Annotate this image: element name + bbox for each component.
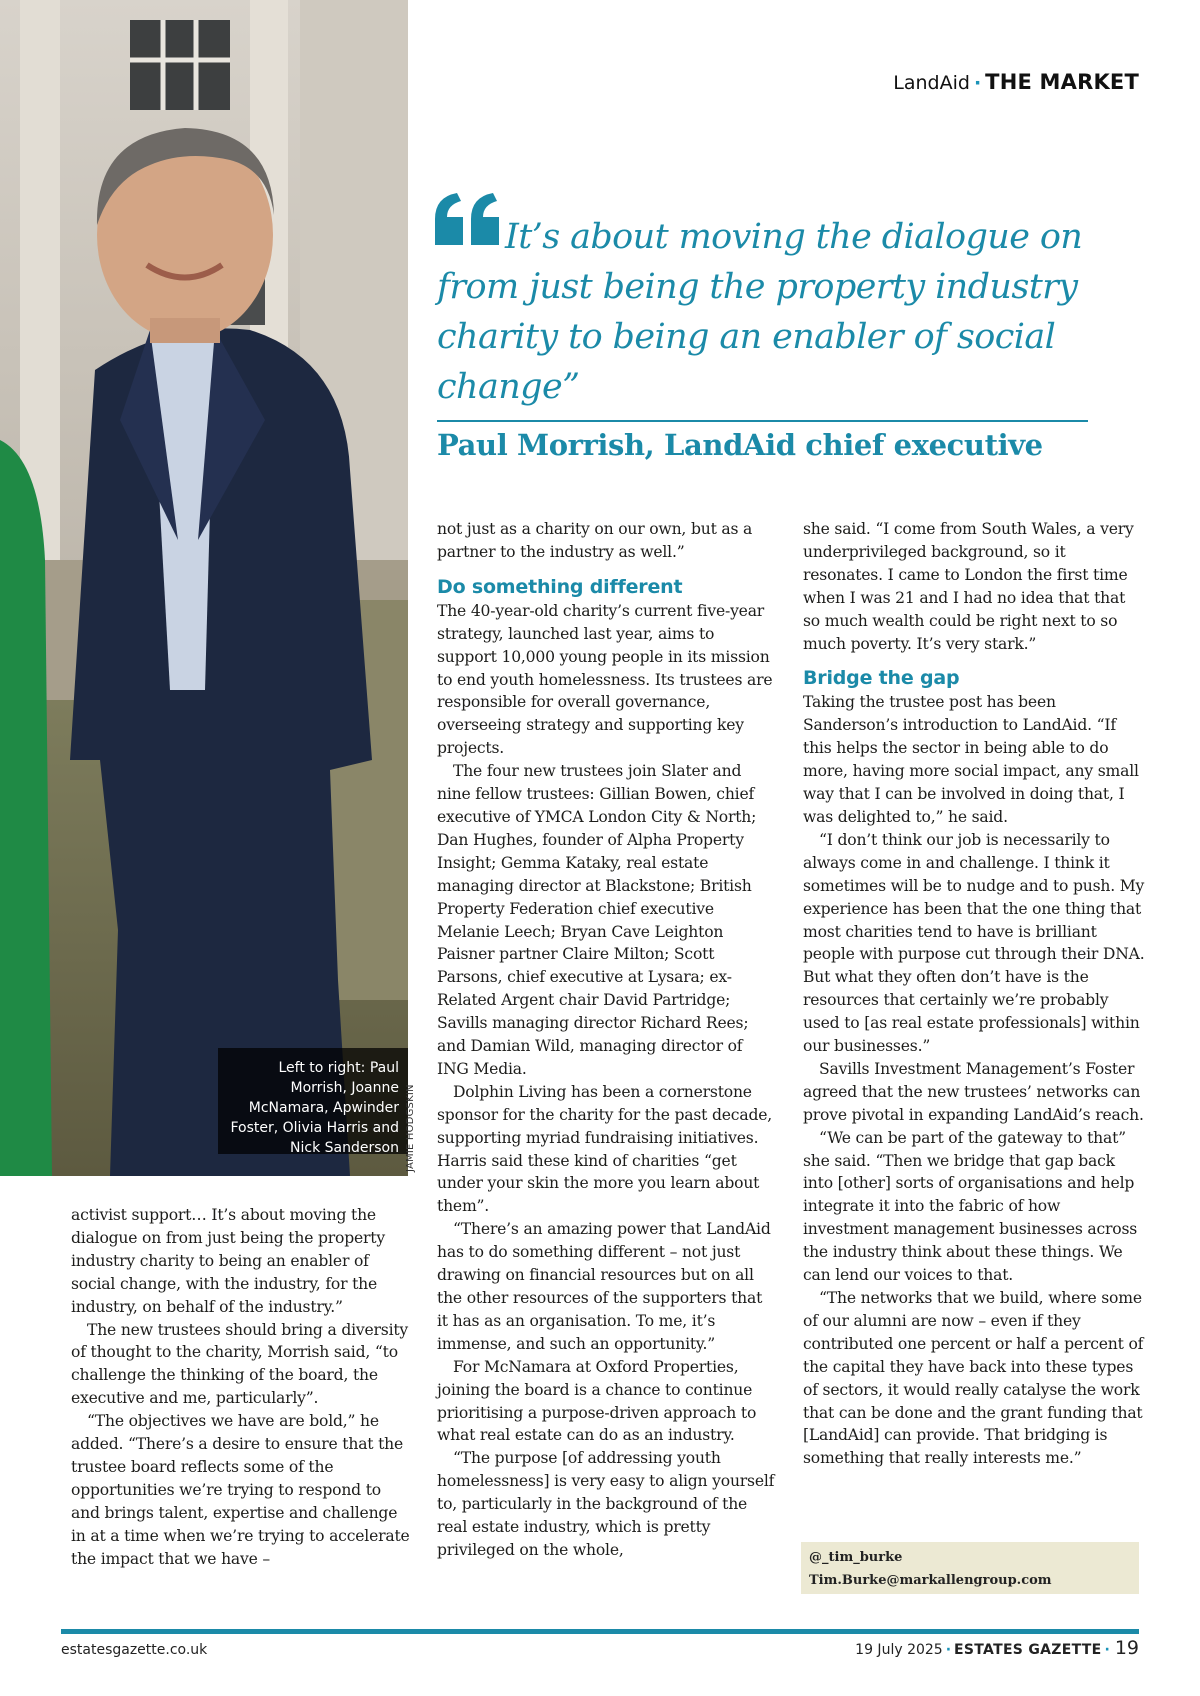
body-column-1 bbox=[71, 1204, 411, 1571]
paragraph: Dolphin Living has been a cornerstone sponsor for the charity for the past decade, supporting myriad fundraising initiatives. Harris said these kind of charities “get under your skin the more you learn about them”. bbox=[437, 1082, 773, 1216]
subheading: Do something different bbox=[437, 575, 683, 598]
issue-date: 19 July 2025 bbox=[855, 1642, 943, 1658]
paragraph: “I don’t think our job is necessarily to always come in and challenge. I think it sometimes will be to nudge and to push. My experience has been that the one thing that most charities tend to have is brilliant people with purpose cut through their DNA. But what they often don’t have is the resources that certainly we’re probably used to [as real estate professionals] within our businesses.” bbox=[803, 830, 1145, 1056]
paragraph: The new trustees should bring a diversity of thought to the charity, Morrish said, “to challenge the thinking of the board, the executive and me, particularly”. bbox=[71, 1320, 409, 1408]
paragraph: “The networks that we build, where some of our alumni are now – even if they contributed one percent or half a percent of the capital they have back into these types of sectors, it would really catalyse the work that can be done and the grant funding that [LandAid] can provide. That bridging is something that really interests me.” bbox=[803, 1289, 1144, 1468]
photo-caption: Left to right: Paul Morrish, Joanne McNamara, Apwinder Foster, Olivia Harris and Nick Sanderson bbox=[230, 1060, 399, 1156]
photo-caption-box bbox=[218, 1048, 408, 1154]
body-column-2 bbox=[437, 518, 777, 1562]
feature-photo bbox=[0, 0, 408, 1176]
paragraph: Savills Investment Management’s Foster agreed that the new trustees’ networks can prove pivotal in expanding LandAid’s reach. bbox=[803, 1059, 1144, 1124]
quote-divider bbox=[437, 420, 1088, 422]
paragraph: The 40-year-old charity’s current five-year strategy, launched last year, aims to support 10,000 young people in its mission to end youth homelessness. Its trustees are responsible for overall governance, overseeing strategy and supporting key projects. bbox=[437, 601, 773, 758]
paragraph: “We can be part of the gateway to that” she said. “Then we bridge that gap back into [other] sorts of organisations and help integrate it into the fabric of how investment management businesses across the industry think about these things. We can lend our voices to that. bbox=[803, 1128, 1138, 1285]
paragraph: Taking the trustee post has been Sanderson’s introduction to LandAid. “If this helps the sector in being able to do more, having more social impact, any small way that I can be involved in doing that, I was delighted to,” he said. bbox=[803, 693, 1139, 826]
brand-name: LandAid bbox=[893, 72, 970, 94]
paragraph: she said. “I come from South Wales, a very underprivileged background, so it resonates. I came to London the first time when I was 21 and I had no idea that that so much wealth could be right next to so much poverty. It’s very stark.” bbox=[803, 520, 1134, 653]
paragraph: not just as a charity on our own, but as a partner to the industry as well.” bbox=[437, 520, 753, 561]
paragraph: For McNamara at Oxford Properties, joining the board is a chance to continue prioritising a purpose-driven approach to what real estate can do as an industry. bbox=[437, 1357, 757, 1445]
pull-quote: It’s about moving the dialogue on from just being the property industry charity to being an enabler of social change” bbox=[437, 217, 1083, 407]
publication-name: ESTATES GAZETTE bbox=[954, 1642, 1102, 1658]
footer-rule bbox=[61, 1629, 1139, 1634]
footer-info bbox=[855, 1637, 1139, 1659]
footer-website[interactable]: estatesgazette.co.uk bbox=[61, 1642, 208, 1658]
page-number: 19 bbox=[1114, 1637, 1139, 1659]
section-header bbox=[893, 70, 1139, 94]
paragraph: “The objectives we have are bold,” he added. “There’s a desire to ensure that the trustee board reflects some of the opportunities we’re trying to respond to and brings talent, expertise and challenge in at a time when we’re trying to accelerate the impact that we have – bbox=[71, 1412, 410, 1568]
author-contact-box bbox=[801, 1542, 1139, 1594]
paragraph: The four new trustees join Slater and nine fellow trustees: Gillian Bowen, chief executive of YMCA London City & North; Dan Hughes, founder of Alpha Property Insight; Gemma Kataky, real estate managing director at Blackstone; British Property Federation chief executive Melanie Leech; Bryan Cave Leighton Paisner partner Claire Milton; Scott Parsons, chief executive at Lysara; ex-Related Argent chair David Partridge; Savills managing director Richard Rees; and Damian Wild, managing director of ING Media. bbox=[437, 762, 757, 1078]
subheading: Bridge the gap bbox=[803, 667, 960, 690]
photo-credit: JAMIE HODGSKIN bbox=[405, 1084, 416, 1172]
body-column-3 bbox=[803, 518, 1145, 1470]
separator-dot: · bbox=[945, 1642, 952, 1658]
twitter-handle[interactable]: @_tim_burke bbox=[809, 1550, 903, 1565]
separator-dot: · bbox=[1104, 1642, 1110, 1658]
paragraph: “The purpose [of addressing youth homelessness] is very easy to align yourself to, particularly in the background of the real estate industry, which is pretty privileged on the whole, bbox=[437, 1449, 775, 1559]
separator-dot: · bbox=[973, 72, 982, 94]
section-name: THE MARKET bbox=[985, 70, 1139, 94]
quote-attribution: Paul Morrish, LandAid chief executive bbox=[437, 428, 1043, 462]
author-email[interactable]: Tim.Burke@markallengroup.com bbox=[809, 1573, 1052, 1588]
paragraph: “There’s an amazing power that LandAid has to do something different – not just drawing on financial resources but on all the other resources of the supporters that it has as an organisation. To me, it’s immense, and such an opportunity.” bbox=[437, 1220, 771, 1353]
photo-illustration bbox=[0, 0, 408, 1176]
paragraph: activist support… It’s about moving the dialogue on from just being the property industry charity to being an enabler of social change, with the industry, for the industry, on behalf of the industry.” bbox=[71, 1206, 385, 1316]
